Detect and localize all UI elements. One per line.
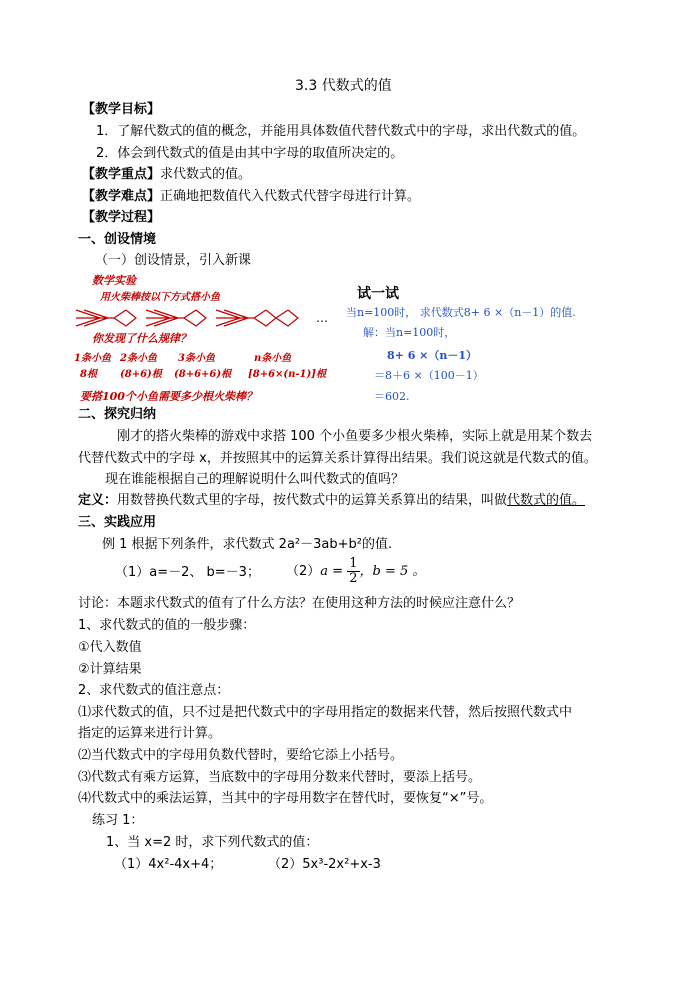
fish-matchsticks-icon bbox=[74, 304, 324, 332]
fish-count-3: 3条小鱼 bbox=[178, 353, 215, 364]
fish-count-1: 1条小鱼 bbox=[74, 353, 111, 364]
try-it-line1: 当n=100时， 求代数式8+ 6 ×（n－1）的值. bbox=[346, 306, 576, 319]
process-heading: 【教学过程】 bbox=[82, 210, 161, 225]
practice-q1b: （2）5x³-2x²+x-3 bbox=[268, 857, 381, 872]
definition-label: 定义： bbox=[78, 493, 118, 508]
step-2: ②计算结果 bbox=[78, 662, 142, 677]
matchstick-experiment-figure bbox=[74, 272, 346, 406]
practice-heading: 练习 1： bbox=[92, 813, 144, 828]
note-4: ⑷代数式中的乘法运算，当其中的字母用数字在替代时，要恢复“×”号。 bbox=[78, 791, 493, 806]
stick-count-3: (8+6+6)根 bbox=[174, 369, 232, 380]
stick-count-1: 8根 bbox=[80, 369, 97, 380]
section1-sub: （一）创设情景，引入新课 bbox=[95, 253, 252, 268]
note-1a: ⑴求代数式的值，只不过是把代数式中的字母用指定的数据来代替，然后按照代数式中 bbox=[78, 705, 573, 720]
goals-heading: 【教学目标】 bbox=[82, 102, 161, 117]
difficulty bbox=[82, 188, 420, 205]
try-it-line5: ＝602. bbox=[374, 390, 410, 403]
experiment-title: 数学实验 bbox=[92, 274, 136, 287]
try-it-heading: 试一试 bbox=[357, 286, 399, 302]
condition-2-equals: = bbox=[328, 564, 348, 579]
notes-heading: 2、求代数式的值注意点： bbox=[78, 683, 230, 698]
section1-heading: 一、创设情境 bbox=[78, 232, 157, 247]
fraction-one-half bbox=[347, 557, 359, 586]
stick-count-2: (8+6)根 bbox=[120, 369, 162, 380]
goal-item-1: 1．了解代数式的值的概念，并能用具体数值代替代数式中的字母，求出代数式的值。 bbox=[96, 124, 586, 139]
definition bbox=[78, 492, 585, 509]
condition-1: （1）a=－2、 b=－3； bbox=[115, 565, 260, 580]
experiment-line1: 用火柴棒按以下方式搭小鱼 bbox=[100, 292, 220, 303]
note-1b: 指定的运算来进行计算。 bbox=[78, 726, 222, 741]
condition-2-var-a: a bbox=[320, 564, 329, 579]
fraction-denominator: 2 bbox=[349, 571, 358, 586]
difficulty-heading: 【教学难点】 bbox=[82, 189, 161, 204]
key-point bbox=[82, 166, 251, 183]
practice-q1: 1、当 x=2 时，求下列代数式的值： bbox=[106, 835, 319, 850]
experiment-ellipsis: … bbox=[316, 311, 328, 325]
try-it-line2: 解：当n=100时， bbox=[363, 326, 456, 339]
definition-term: 代数式的值。 bbox=[507, 493, 586, 508]
section2-heading: 二、探究归纳 bbox=[78, 407, 157, 422]
try-it-line4: ＝8＋6 ×（100－1） bbox=[374, 369, 484, 382]
page-title: 3.3 代数式的值 bbox=[295, 78, 392, 94]
section2-p2: 现在谁能根据自己的理解说明什么叫代数式的值吗？ bbox=[105, 472, 405, 487]
fish-count-2: 2条小鱼 bbox=[120, 353, 157, 364]
section3-heading: 三、实践应用 bbox=[78, 515, 157, 530]
key-point-text: 求代数式的值。 bbox=[160, 167, 252, 182]
condition-2-b: ，b = 5 。 bbox=[359, 564, 426, 579]
condition-2 bbox=[286, 555, 425, 589]
section2-p1a: 刚才的搭火柴棒的游戏中求搭 100 个小鱼要多少根火柴棒，实际上就是用某个数去 bbox=[117, 429, 593, 444]
try-it-line3: 8+ 6 ×（n－1） bbox=[387, 349, 478, 362]
discussion: 讨论：本题求代数式的值有了什么方法？在使用这种方法的时候应注意什么？ bbox=[78, 596, 521, 611]
experiment-line2: 你发现了什么规律？ bbox=[92, 332, 191, 345]
key-point-heading: 【教学重点】 bbox=[82, 167, 161, 182]
stick-count-n: [8+6×(n-1)]根 bbox=[248, 369, 326, 380]
goal-item-2: 2．体会到代数式的值是由其中字母的取值所决定的。 bbox=[96, 146, 404, 161]
fraction-numerator: 1 bbox=[349, 556, 358, 571]
step-1: ①代入数值 bbox=[78, 640, 142, 655]
steps-heading: 1、求代数式的值的一般步骤： bbox=[78, 618, 256, 633]
note-2: ⑵当代数式中的字母用负数代替时，要给它添上小括号。 bbox=[78, 748, 404, 763]
fish-count-n: n条小鱼 bbox=[254, 353, 292, 364]
experiment-question: 要搭100个小鱼需要多少根火柴棒？ bbox=[80, 390, 257, 403]
condition-2-prefix: （2） bbox=[286, 564, 321, 579]
difficulty-text: 正确地把数值代入代数式代替字母进行计算。 bbox=[160, 189, 421, 204]
section2-p1b: 代替代数式中的字母 x，并按照其中的运算关系计算得出结果。我们说这就是代数式的值。 bbox=[78, 451, 597, 466]
example-1: 例 1 根据下列条件，求代数式 2a²－3ab+b²的值. bbox=[102, 537, 393, 552]
note-3: ⑶代数式有乘方运算，当底数中的字母用分数来代替时，要添上括号。 bbox=[78, 770, 482, 785]
practice-q1a: （1）4x²-4x+4； bbox=[114, 857, 223, 872]
definition-text: 用数替换代数式里的字母，按代数式中的运算关系算出的结果，叫做 bbox=[117, 493, 508, 508]
